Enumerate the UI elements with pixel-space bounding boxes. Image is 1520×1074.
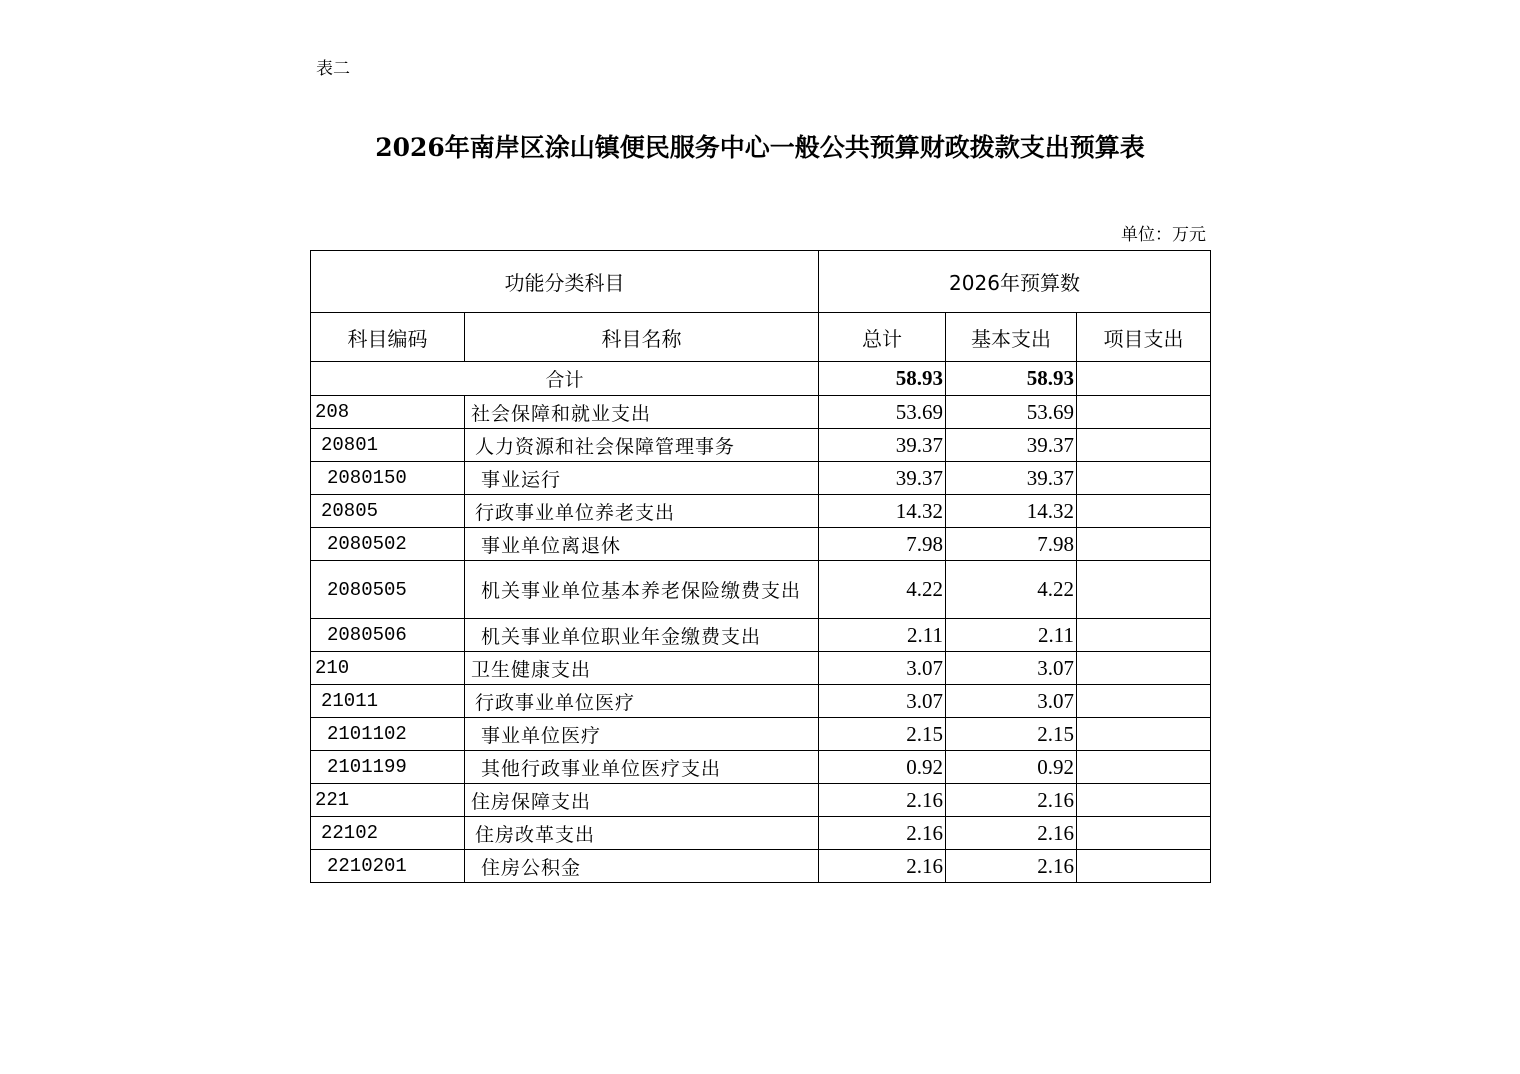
name-cell: 住房公积金	[465, 850, 819, 883]
code-cell: 208	[311, 396, 465, 429]
total-cell: 53.69	[819, 396, 946, 429]
table-row	[311, 652, 1211, 685]
basic-cell: 2.15	[946, 718, 1077, 751]
total-cell: 39.37	[819, 429, 946, 462]
basic-cell: 39.37	[946, 429, 1077, 462]
table-row	[311, 784, 1211, 817]
table-row	[311, 462, 1211, 495]
project-cell	[1077, 685, 1211, 718]
total-label: 合计	[311, 362, 819, 396]
header-budget-2026: 2026年预算数	[819, 251, 1211, 313]
table-row	[311, 619, 1211, 652]
project-cell	[1077, 817, 1211, 850]
header-total: 总计	[819, 313, 946, 362]
code-cell: 210	[311, 652, 465, 685]
header-basic: 基本支出	[946, 313, 1077, 362]
name-cell: 其他行政事业单位医疗支出	[465, 751, 819, 784]
project-cell	[1077, 396, 1211, 429]
total-cell: 14.32	[819, 495, 946, 528]
basic-cell: 2.11	[946, 619, 1077, 652]
project-cell	[1077, 652, 1211, 685]
name-cell: 事业运行	[465, 462, 819, 495]
code-cell: 221	[311, 784, 465, 817]
table-row	[311, 396, 1211, 429]
table-row	[311, 718, 1211, 751]
name-cell: 行政事业单位养老支出	[465, 495, 819, 528]
basic-cell: 39.37	[946, 462, 1077, 495]
project-cell	[1077, 462, 1211, 495]
code-cell: 2080150	[311, 462, 465, 495]
name-cell: 社会保障和就业支出	[465, 396, 819, 429]
name-cell: 机关事业单位职业年金缴费支出	[465, 619, 819, 652]
total-cell: 39.37	[819, 462, 946, 495]
code-cell: 2210201	[311, 850, 465, 883]
header-project: 项目支出	[1077, 313, 1211, 362]
unit-label: 单位：万元	[1121, 225, 1206, 245]
name-cell: 人力资源和社会保障管理事务	[465, 429, 819, 462]
project-cell	[1077, 751, 1211, 784]
total-cell: 3.07	[819, 652, 946, 685]
code-cell: 2080505	[311, 561, 465, 619]
total-cell: 2.11	[819, 619, 946, 652]
basic-cell: 3.07	[946, 685, 1077, 718]
project-cell	[1077, 561, 1211, 619]
name-cell: 卫生健康支出	[465, 652, 819, 685]
table-row	[311, 528, 1211, 561]
table-body	[311, 362, 1211, 883]
project-cell	[1077, 850, 1211, 883]
total-cell: 2.16	[819, 817, 946, 850]
name-cell: 住房保障支出	[465, 784, 819, 817]
page-title: 2026年南岸区涂山镇便民服务中心一般公共预算财政拨款支出预算表	[375, 133, 1145, 162]
total-row	[311, 362, 1211, 396]
total-cell: 3.07	[819, 685, 946, 718]
budget-table	[310, 250, 1211, 883]
total-project-cell	[1077, 362, 1211, 396]
basic-cell: 3.07	[946, 652, 1077, 685]
basic-cell: 0.92	[946, 751, 1077, 784]
header-function-class: 功能分类科目	[311, 251, 819, 313]
code-cell: 2101199	[311, 751, 465, 784]
project-cell	[1077, 528, 1211, 561]
total-cell: 2.15	[819, 718, 946, 751]
table-row	[311, 751, 1211, 784]
total-basic-cell: 58.93	[946, 362, 1077, 396]
table-row	[311, 561, 1211, 619]
basic-cell: 2.16	[946, 817, 1077, 850]
total-cell: 0.92	[819, 751, 946, 784]
table-row	[311, 850, 1211, 883]
code-cell: 2080502	[311, 528, 465, 561]
code-cell: 2101102	[311, 718, 465, 751]
project-cell	[1077, 619, 1211, 652]
basic-cell: 2.16	[946, 850, 1077, 883]
name-cell: 机关事业单位基本养老保险缴费支出	[465, 561, 819, 619]
basic-cell: 14.32	[946, 495, 1077, 528]
name-cell: 行政事业单位医疗	[465, 685, 819, 718]
code-cell: 20801	[311, 429, 465, 462]
code-cell: 22102	[311, 817, 465, 850]
project-cell	[1077, 718, 1211, 751]
basic-cell: 2.16	[946, 784, 1077, 817]
name-cell: 事业单位医疗	[465, 718, 819, 751]
total-total-cell: 58.93	[819, 362, 946, 396]
table-label: 表二	[316, 59, 350, 79]
project-cell	[1077, 495, 1211, 528]
code-cell: 21011	[311, 685, 465, 718]
code-cell: 2080506	[311, 619, 465, 652]
basic-cell: 7.98	[946, 528, 1077, 561]
header-name: 科目名称	[465, 313, 819, 362]
total-cell: 2.16	[819, 850, 946, 883]
total-cell: 7.98	[819, 528, 946, 561]
project-cell	[1077, 784, 1211, 817]
code-cell: 20805	[311, 495, 465, 528]
basic-cell: 4.22	[946, 561, 1077, 619]
name-cell: 住房改革支出	[465, 817, 819, 850]
table-row	[311, 429, 1211, 462]
name-cell: 事业单位离退休	[465, 528, 819, 561]
table-row	[311, 817, 1211, 850]
basic-cell: 53.69	[946, 396, 1077, 429]
total-cell: 2.16	[819, 784, 946, 817]
header-code: 科目编码	[311, 313, 465, 362]
project-cell	[1077, 429, 1211, 462]
total-cell: 4.22	[819, 561, 946, 619]
table-row	[311, 495, 1211, 528]
table-row	[311, 685, 1211, 718]
